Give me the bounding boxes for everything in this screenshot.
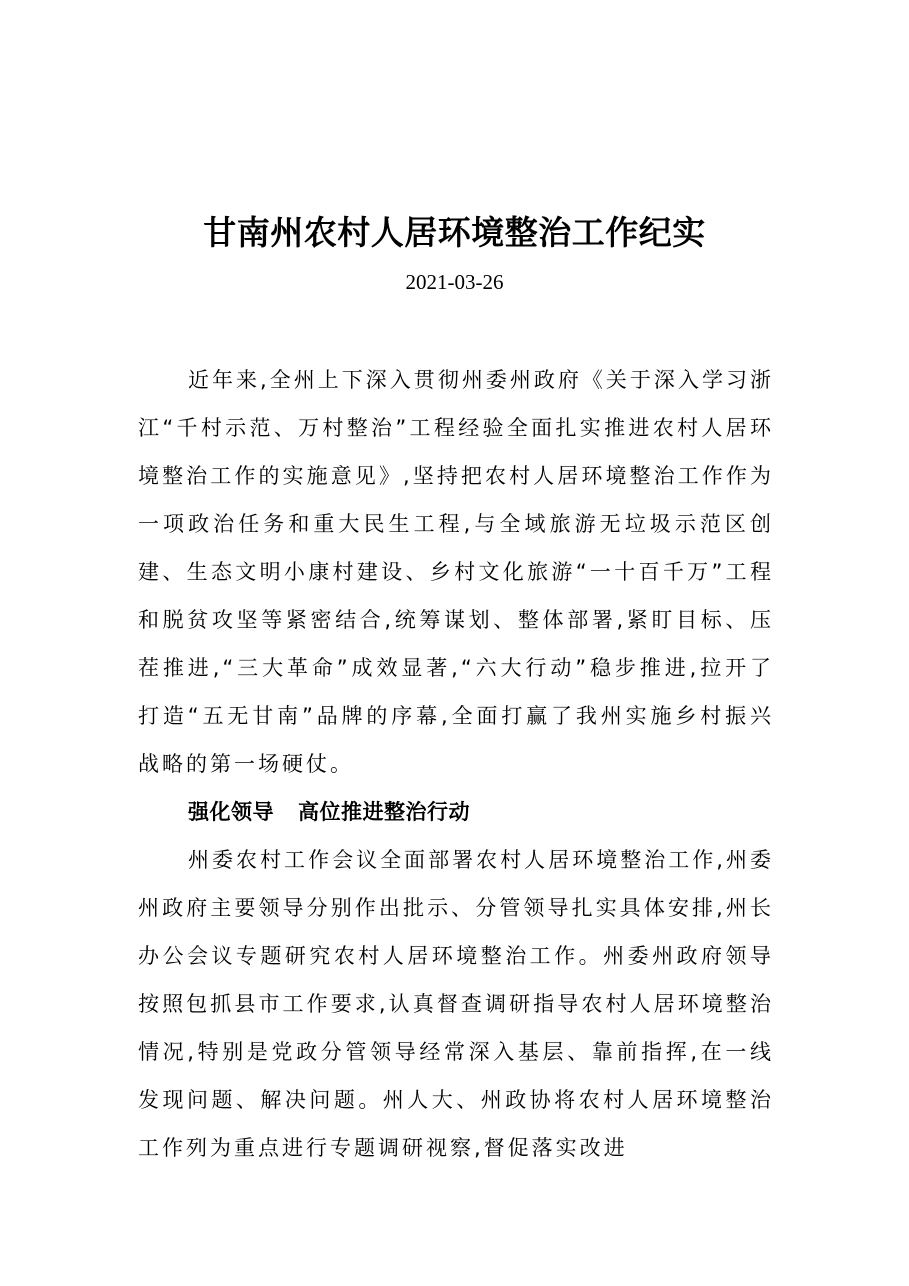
section-heading [138, 788, 774, 836]
document-body [138, 356, 774, 1172]
document-date: 2021-03-26 [405, 270, 504, 294]
paragraph-intro: 近年来,全州上下深入贯彻州委州政府《关于深入学习浙江“千村示范、万村整治”工程经验全面扎实推进农村人居环境整治工作的实施意见》,坚持把农村人居环境整治工作作为一项政治任务和重大民生工程,与全域旅游无垃圾示范区创建、生态文明小康村建设、乡村文化旅游“一十百千万”工程和脱贫攻坚等紧密结合,统筹谋划、整体部署,紧盯目标、压茬推进,“三大革命”成效显著,“六大行动”稳步推进,拉开了打造“五无甘南”品牌的序幕,全面打赢了我州实施乡村振兴战略的第一场硬仗。 [138, 368, 774, 776]
document-title: 甘南州农村人居环境整治工作纪实 [203, 213, 706, 252]
section-heading-part1: 强化领导 [188, 800, 274, 824]
paragraph-leadership: 州委农村工作会议全面部署农村人居环境整治工作,州委州政府主要领导分别作出批示、分管领导扎实具体安排,州长办公会议专题研究农村人居环境整治工作。州委州政府领导按照包抓县市工作要求,认真督查调研指导农村人居环境整治情况,特别是党政分管领导经常深入基层、靠前指挥,在一线发现问题、解决问题。州人大、州政协将农村人居环境整治工作列为重点进行专题调研视察,督促落实改进 [138, 848, 774, 1160]
section-heading-part2: 高位推进整治行动 [298, 800, 470, 824]
